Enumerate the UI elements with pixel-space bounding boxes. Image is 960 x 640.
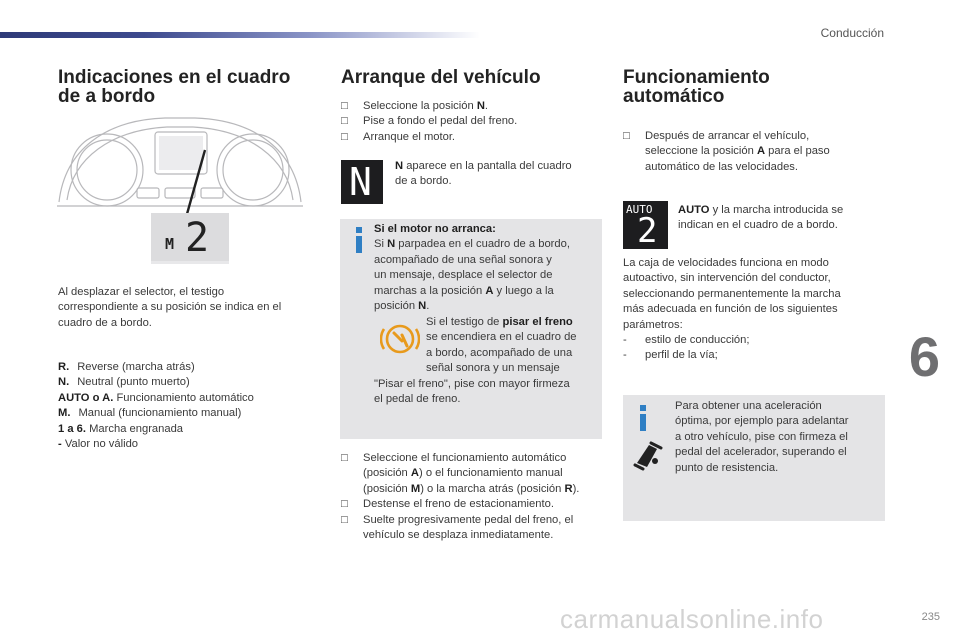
- dash-item: [623, 333, 885, 348]
- col3-paragraph-line: autoactivo, sin intervención del conductor,: [623, 272, 831, 285]
- info-box-acceleration-text: [675, 399, 880, 476]
- n-note-bold: N: [395, 160, 404, 172]
- brake-warning-icon: [380, 323, 420, 360]
- step-text-bold: N: [476, 100, 485, 112]
- step-item: [341, 497, 603, 512]
- legend-key: R.: [58, 361, 70, 373]
- auto-display-icon: [623, 201, 668, 249]
- n-display-letter: N: [349, 160, 372, 204]
- col3-paragraph-line: La caja de velocidades funciona en modo: [623, 257, 829, 269]
- step-item: [341, 114, 601, 129]
- step-item: [341, 130, 601, 145]
- info-line: un mensaje, desplace el selector de: [374, 269, 553, 282]
- legend-text: Neutral (punto muerto): [77, 376, 190, 389]
- col1-title-line1: Indicaciones en el cuadro: [58, 67, 291, 88]
- legend-item: [58, 422, 318, 437]
- info-box-acceleration: [623, 395, 885, 521]
- info-line: óptima, por ejemplo para adelantar: [675, 415, 849, 428]
- col3-title-line2: automático: [623, 86, 725, 107]
- step-text-end: .: [484, 100, 489, 112]
- info-tail-line: el pedal de freno.: [374, 393, 461, 406]
- info-line: acompañado de una señal sonora y: [374, 253, 552, 266]
- auto-display-gear: 2: [637, 211, 658, 251]
- step-text: ) o el funcionamiento manual: [418, 467, 563, 480]
- auto-note-line2: indican en el cuadro de a bordo.: [678, 219, 838, 232]
- dash-item-text: perfil de la vía;: [645, 349, 718, 362]
- dash-marker: -: [623, 349, 627, 362]
- dash-marker: -: [623, 334, 627, 347]
- info-line-end: y luego a la: [493, 284, 554, 297]
- col1-title: [58, 68, 290, 106]
- info-box-title: Si el motor no arranca:: [374, 223, 496, 235]
- info-line: posición: [374, 300, 419, 313]
- col3-paragraph-line: seleccionando permanentemente la marcha: [623, 287, 841, 300]
- col1-legend: [58, 360, 318, 452]
- watermark: carmanualsonline.info: [560, 604, 824, 634]
- step-text: ).: [572, 482, 580, 495]
- info-line-bold: N: [418, 300, 427, 313]
- n-display-icon: [341, 160, 383, 204]
- info-icon: [637, 405, 649, 431]
- col3-paragraph: [623, 256, 885, 364]
- step-text: vehículo se desplaza inmediatamente.: [363, 529, 554, 542]
- step-text: Arranque el motor.: [363, 130, 456, 143]
- step-text: Pise a fondo el pedal del freno.: [363, 115, 518, 128]
- n-display-note: [395, 159, 600, 190]
- legend-item: [58, 360, 318, 375]
- col2-steps-start: [341, 99, 601, 145]
- col3-title-line1: Funcionamiento: [623, 67, 770, 88]
- brake-line-bold: pisar el freno: [502, 316, 573, 328]
- header-color-bar: [0, 32, 480, 38]
- step-text-bold: M: [410, 482, 421, 495]
- step-text: (posición: [363, 467, 411, 480]
- step-text: seleccione la posición: [645, 145, 757, 158]
- section-title: Conducción: [820, 26, 884, 40]
- step-bullet-icon: □: [341, 513, 348, 526]
- col1-paragraph: [58, 285, 318, 331]
- step-bullet-icon: □: [341, 100, 348, 112]
- legend-item: [58, 437, 318, 452]
- info-line: Para obtener una aceleración: [675, 400, 822, 412]
- step-text: Seleccione el funcionamiento automático: [363, 452, 567, 464]
- step-text: para el paso: [765, 145, 830, 158]
- info-line: marchas a la posición: [374, 284, 486, 297]
- info-line-end: parpadea en el cuadro de a bordo,: [395, 238, 570, 251]
- auto-display-label: AUTO: [626, 203, 653, 216]
- col3-step: [623, 129, 885, 175]
- step-text: Suelte progresivamente pedal del freno, el: [363, 513, 574, 526]
- col3-paragraph-line: parámetros:: [623, 318, 683, 331]
- info-icon: [353, 227, 365, 253]
- step-text-bold: A: [756, 145, 766, 158]
- info-line: Si: [374, 238, 388, 251]
- legend-key: 1 a 6.: [58, 422, 86, 435]
- info-line: a otro vehículo, pise con firmeza el: [675, 430, 848, 443]
- info-line: pedal del acelerador, superando el: [675, 446, 847, 459]
- step-item: [623, 129, 885, 175]
- step-bullet-icon: □: [341, 452, 348, 464]
- legend-key: -: [58, 438, 62, 451]
- col3-paragraph-line: más adecuada en función de los siguientes: [623, 303, 838, 316]
- step-text-bold: R: [564, 482, 573, 495]
- auto-note-bold: AUTO: [678, 204, 710, 216]
- legend-item: [58, 375, 318, 390]
- legend-text: Funcionamiento automático: [116, 391, 254, 404]
- dash-item: [623, 348, 885, 363]
- accelerator-pedal-icon: [631, 437, 665, 476]
- brake-line: se encendiera en el cuadro de: [426, 331, 577, 344]
- brake-line: Si el testigo de: [426, 316, 503, 328]
- step-text: Después de arrancar el vehículo,: [645, 130, 810, 142]
- info-line: punto de resistencia.: [675, 461, 779, 474]
- step-text: automático de las velocidades.: [645, 160, 798, 173]
- dash-item-text: estilo de conducción;: [645, 334, 750, 347]
- info-line-bold: A: [485, 284, 494, 297]
- col1-paragraph-line: correspondiente a su posición se indica en el: [58, 301, 282, 314]
- info-line-end: .: [426, 300, 430, 313]
- legend-text: Manual (funcionamiento manual): [78, 407, 242, 420]
- col2-title: Arranque del vehículo: [341, 67, 541, 88]
- gear-display-closeup: [151, 213, 229, 261]
- step-item: [341, 99, 601, 114]
- step-bullet-icon: □: [341, 130, 348, 143]
- col3-title: [623, 68, 770, 106]
- auto-display-note: [678, 203, 883, 234]
- col2-steps-end: [341, 451, 603, 543]
- step-text: Seleccione la posición: [363, 100, 477, 112]
- brake-line: señal sonora y un mensaje: [426, 362, 560, 375]
- page-number: 235: [921, 611, 940, 623]
- info-line-bold: N: [387, 238, 396, 251]
- step-text: ) o la marcha atrás (posición: [420, 482, 565, 495]
- legend-key: M.: [58, 407, 71, 420]
- step-bullet-icon: □: [623, 130, 630, 142]
- info-tail-line: "Pisar el freno", pise con mayor firmeza: [374, 378, 570, 390]
- gear-display-number: 2: [185, 215, 210, 261]
- auto-note-line1: y la marcha introducida se: [709, 204, 844, 216]
- chapter-number: 6: [908, 325, 940, 388]
- gear-display-mode: M: [165, 235, 175, 253]
- legend-key: N.: [58, 376, 70, 389]
- legend-item: [58, 406, 318, 421]
- brake-warning-text: [426, 315, 598, 377]
- info-box-tail: [374, 377, 596, 408]
- step-text-bold: A: [410, 467, 419, 480]
- col1-paragraph-line: cuadro de a bordo.: [58, 316, 152, 329]
- step-text: (posición: [363, 482, 411, 495]
- step-text: Destense el freno de estacionamiento.: [363, 498, 554, 511]
- step-bullet-icon: □: [341, 115, 348, 128]
- col1-title-line2: de a bordo: [58, 86, 156, 107]
- legend-text: Valor no válido: [64, 438, 139, 451]
- legend-text: Reverse (marcha atrás): [77, 361, 195, 373]
- legend-key: AUTO o A.: [58, 391, 114, 404]
- step-item: [341, 513, 603, 544]
- info-box-text: [374, 222, 596, 314]
- brake-line: a bordo, acompañado de una: [426, 346, 573, 359]
- n-note-line1: aparece en la pantalla del cuadro: [403, 160, 572, 172]
- step-item: [341, 451, 603, 497]
- info-box-engine-not-start: [340, 219, 602, 439]
- n-note-line2: de a bordo.: [395, 175, 452, 188]
- col1-paragraph-line: Al desplazar el selector, el testigo: [58, 286, 225, 298]
- legend-item: [58, 391, 318, 406]
- legend-text: Marcha engranada: [89, 422, 184, 435]
- step-bullet-icon: □: [341, 498, 348, 511]
